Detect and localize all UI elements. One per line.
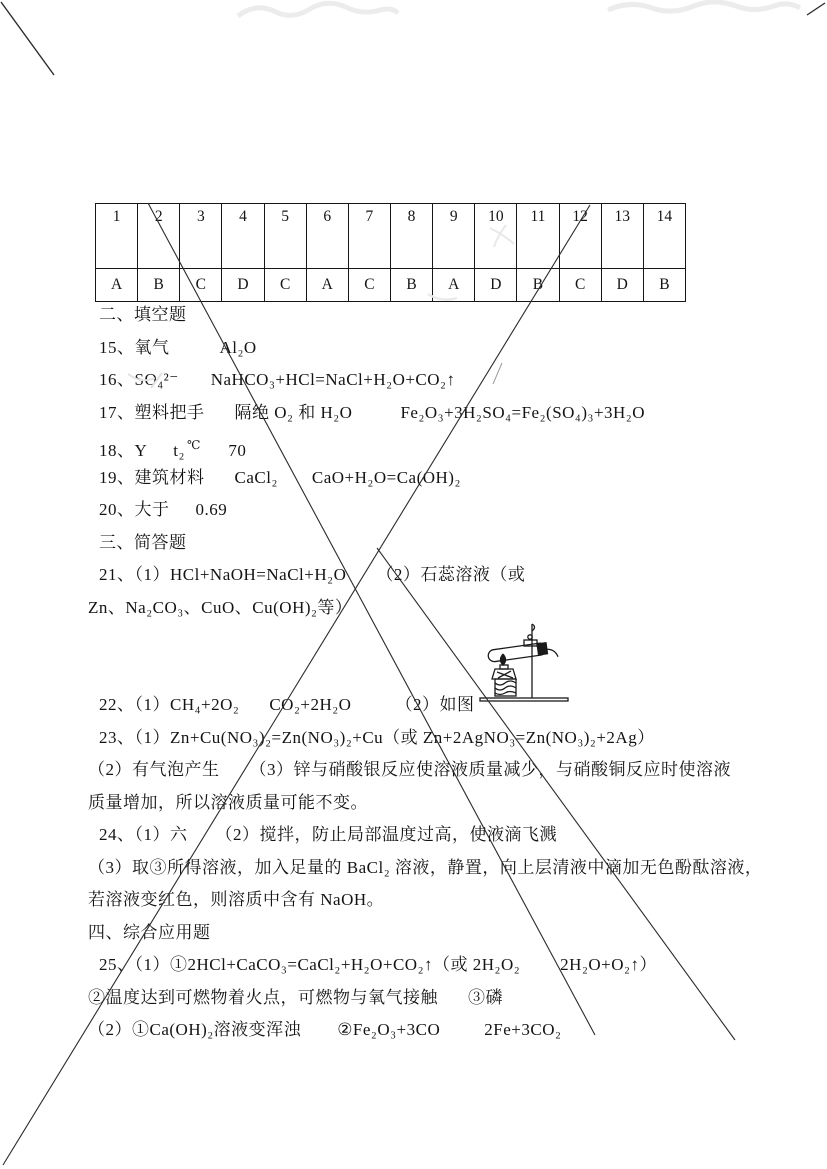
text-segment: Fe₂O₃+3H₂SO₄=Fe₂(SO₄)₃+3H₂O: [400, 402, 646, 422]
text-segment: ②Fe₂O₃+3CO: [337, 1020, 441, 1039]
table-cell-answer: D: [475, 269, 517, 302]
faint-scribble: [238, 3, 398, 16]
text-line: [99, 336, 257, 362]
text-segment: ②温度达到可燃物着火点，可燃物与氧气接触: [88, 987, 438, 1007]
lamp-base-waves: [495, 681, 516, 695]
answer-table-number-row: [96, 204, 686, 269]
table-cell-answer: C: [180, 269, 222, 302]
table-cell-number: 9: [433, 204, 475, 269]
text-segment: ℃: [186, 438, 201, 452]
text-line: [99, 498, 227, 524]
table-cell-number: 10: [475, 204, 517, 269]
text-line: [99, 368, 455, 394]
table-cell-answer: C: [559, 269, 601, 302]
text-segment: 质量增加，所以溶液质量可能不变。: [88, 792, 368, 812]
table-cell-number: 1: [96, 204, 138, 269]
table-cell-number: 6: [306, 204, 348, 269]
table-cell-answer: B: [517, 269, 559, 302]
text-segment: CO₂+2H₂O: [269, 695, 352, 714]
answer-table: [95, 203, 686, 302]
table-cell-answer: A: [433, 269, 475, 302]
table-cell-number: 14: [643, 204, 685, 269]
text-line: [88, 856, 762, 882]
table-cell-number: 2: [138, 204, 180, 269]
text-line: [99, 531, 187, 557]
table-cell-number: 12: [559, 204, 601, 269]
text-segment: 四、综合应用题: [88, 922, 211, 942]
text-segment: 70: [228, 441, 247, 460]
table-cell-answer: D: [222, 269, 264, 302]
text-segment: （2）搅拌，防止局部温度过高，使液滴飞溅: [215, 825, 557, 844]
text-segment: （3）锌与硝酸银反应使溶液质量减少，与硝酸铜反应时使溶液: [249, 760, 731, 779]
table-cell-number: 3: [180, 204, 222, 269]
text-line: [99, 401, 645, 427]
text-segment: （3）取③所得溶液，加入足量的 BaCl₂ 溶液，静置，向上层清液中滴加无色酚酞溶液，: [88, 857, 763, 877]
text-line: [88, 596, 352, 622]
faint-scribble: [608, 2, 800, 11]
text-segment: 21、（1）HCl+NaOH=NaCl+H₂O: [99, 565, 347, 584]
text-line: [99, 433, 246, 459]
text-segment: CaCl₂: [234, 467, 278, 487]
stray-stroke-line: [1, 2, 54, 75]
text-segment: 18、Y: [99, 441, 148, 460]
text-line: [88, 791, 368, 817]
answer-table-letter-row: [96, 269, 686, 302]
table-cell-number: 7: [348, 204, 390, 269]
table-cell-number: 5: [264, 204, 306, 269]
text-segment: 二、填空题: [99, 305, 187, 324]
table-cell-answer: C: [264, 269, 306, 302]
stray-stroke-line: [493, 363, 502, 384]
text-segment: 0.69: [195, 500, 228, 519]
table-cell-answer: B: [643, 269, 685, 302]
text-segment: 15、氧气: [99, 337, 170, 357]
text-segment: （2）①Ca(OH)₂溶液变浑浊: [88, 1020, 302, 1039]
text-segment: 20、大于: [99, 500, 170, 519]
text-segment: （2）石蕊溶液（或: [376, 565, 526, 584]
text-segment: 若溶液变红色，则溶质中含有 NaOH。: [88, 890, 385, 909]
text-segment: 2Fe+3CO₂: [484, 1020, 562, 1039]
table-cell-answer: B: [390, 269, 432, 302]
table-cell-number: 4: [222, 204, 264, 269]
text-segment: CaO+H₂O=Ca(OH)₂: [311, 467, 461, 487]
text-segment: 三、简答题: [99, 532, 187, 552]
text-line: [88, 758, 731, 784]
text-line: [99, 693, 474, 719]
test-tube: [487, 641, 558, 666]
text-segment: t₂: [173, 441, 185, 460]
text-line: [99, 466, 461, 492]
text-segment: 19、建筑材料: [99, 467, 205, 487]
text-segment: ③磷: [468, 987, 503, 1007]
table-cell-number: 13: [601, 204, 643, 269]
text-line: [88, 1018, 561, 1044]
text-segment: 隔绝 O₂ 和 H₂O: [234, 402, 353, 422]
text-segment: Zn、Na₂CO₃、CuO、Cu(OH)₂等）: [88, 597, 353, 617]
text-line: [99, 823, 557, 849]
table-cell-answer: A: [306, 269, 348, 302]
text-segment: NaHCO₃+HCl=NaCl+H₂O+CO₂↑: [210, 370, 456, 389]
text-segment: 17、塑料把手: [99, 402, 205, 422]
text-line: [99, 953, 657, 979]
table-cell-number: 8: [390, 204, 432, 269]
table-cell-answer: D: [601, 269, 643, 302]
heating-apparatus-figure: [474, 612, 580, 708]
text-segment: 25、（1）①2HCl+CaCO₃=CaCl₂+H₂O+CO₂↑（或 2H₂O₂: [99, 955, 521, 974]
text-line: [99, 563, 525, 589]
lamp-flame: [501, 654, 506, 665]
stand-base: [480, 698, 568, 701]
text-segment: Al₂O: [219, 337, 257, 357]
text-segment: 16、SO₄²⁻: [99, 370, 179, 389]
text-line: [88, 986, 503, 1012]
text-line: [99, 303, 187, 329]
stray-stroke-line: [807, 3, 825, 15]
text-segment: 2H₂O+O₂↑）: [560, 955, 657, 974]
table-cell-answer: A: [96, 269, 138, 302]
table-cell-answer: C: [348, 269, 390, 302]
text-line: [88, 888, 384, 914]
text-segment: 23、（1）Zn+Cu(NO₃)₂=Zn(NO₃)₂+Cu（或 Zn+2AgNO₃=Zn(NO₃)₂+2Ag）: [99, 727, 655, 747]
text-segment: （2）有气泡产生: [88, 760, 220, 779]
text-segment: 24、（1）六: [99, 825, 188, 844]
table-cell-number: 11: [517, 204, 559, 269]
text-segment: （2）如图: [395, 695, 475, 714]
table-cell-answer: B: [138, 269, 180, 302]
text-segment: 22、（1）CH₄+2O₂: [99, 695, 240, 714]
text-line: [99, 726, 655, 752]
text-line: [88, 921, 211, 947]
